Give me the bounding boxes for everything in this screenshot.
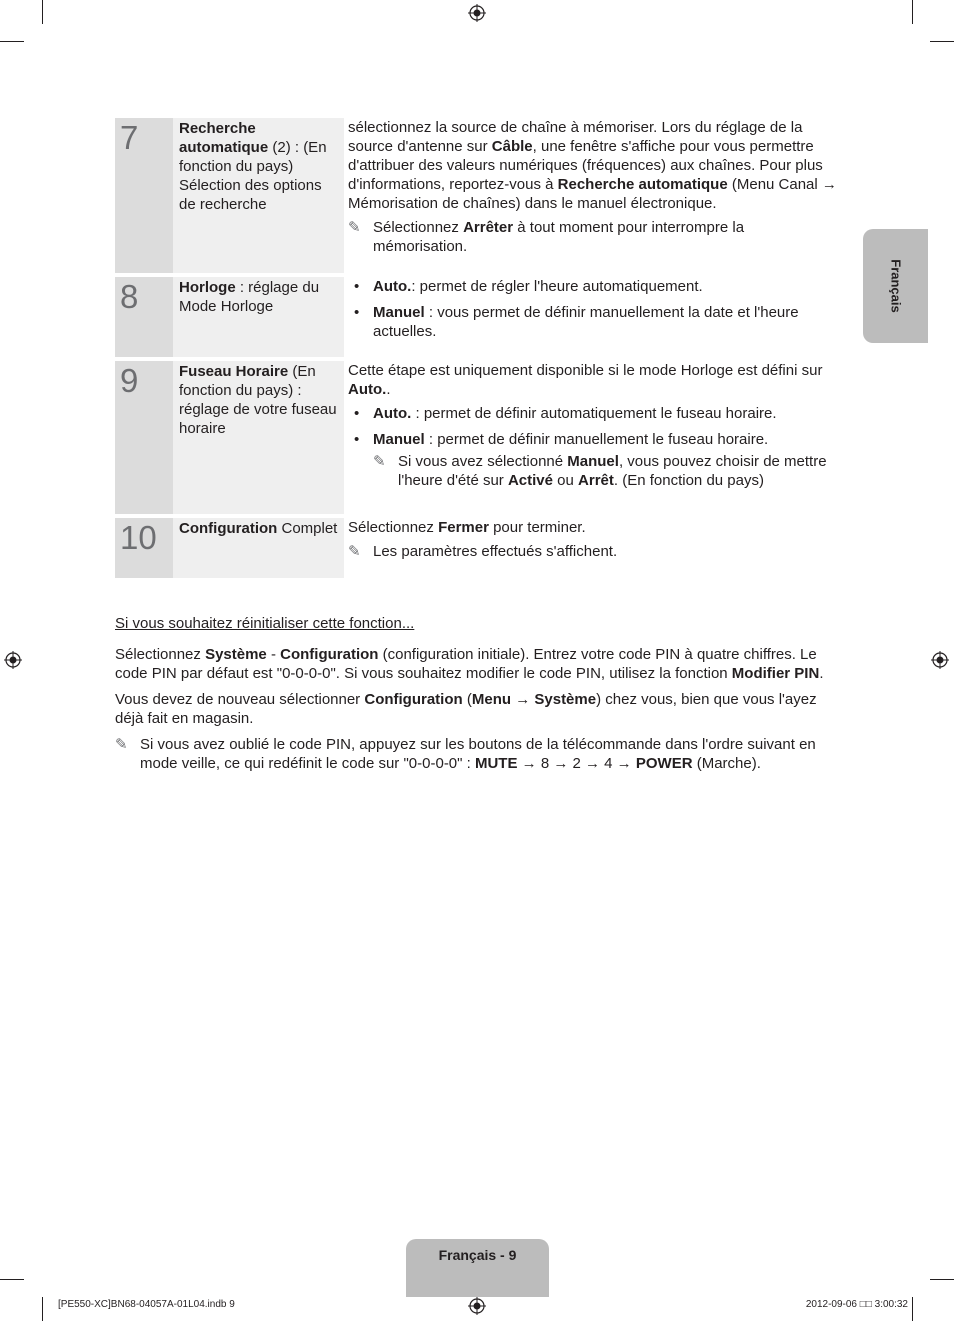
bullet-dot-icon: •: [354, 304, 360, 321]
step-number: 7: [115, 118, 173, 273]
step-row: [115, 518, 840, 578]
crop-mark: [930, 1279, 954, 1280]
bullet-text: Auto.: permet de régler l'heure automatiquement.: [373, 278, 703, 295]
reset-paragraph: Sélectionnez Système - Configuration (configuration initiale). Entrez votre code PIN à quatre chiffres. Le code PIN par défaut est "0-0-0-0". Si vous souhaitez modifier le code PIN, utilisez la fonction Modifier PIN.: [115, 646, 824, 682]
language-side-tab: [863, 229, 928, 343]
pencil-note-icon: ✎: [348, 219, 361, 236]
registration-mark-icon: [4, 651, 22, 669]
step-note: [348, 218, 840, 256]
crop-mark: [0, 1279, 24, 1280]
step-name: [173, 518, 344, 578]
step-name-bold: Horloge: [179, 279, 236, 296]
reset-note: [115, 735, 840, 773]
step-description: sélectionnez la source de chaîne à mémoriser. Lors du réglage de la source d'antenne sur Câble, une fenêtre s'affiche pour vous permettre d'attribuer des valeurs numériques (fréquences) aux chaînes. Pour plus d'informations, reportez-vous à Recherche automatique (Menu Canal → Mémorisation de chaînes) dans le manuel électronique.: [348, 119, 837, 212]
bullet-note-text: Si vous avez sélectionné Manuel, vous pouvez choisir de mettre l'heure d'été sur Activé ou Arrêt. (En fonction du pays): [398, 453, 827, 489]
steps-body: [115, 118, 840, 578]
step-description: Cette étape est uniquement disponible si le mode Horloge est défini sur Auto..: [348, 362, 823, 398]
page-number-label: Français - 9: [438, 1247, 517, 1263]
step-row: [115, 361, 840, 514]
crop-mark: [0, 41, 24, 42]
step-name-bold: Fuseau Horaire: [179, 363, 289, 380]
bullet-text: Manuel : permet de définir manuellement le fuseau horaire.: [373, 431, 769, 448]
bullet-text: Auto. : permet de définir automatiquement le fuseau horaire.: [373, 405, 777, 422]
pencil-note-icon: ✎: [115, 736, 128, 753]
step-row: [115, 277, 840, 357]
print-file-info: [PE550-XC]BN68-04057A-01L04.indb 9: [58, 1299, 235, 1310]
registration-mark-icon: [468, 1297, 486, 1315]
reset-note-text: Si vous avez oublié le code PIN, appuyez sur les boutons de la télécommande dans l'ordre suivant en mode veille, ce qui redéfinit le code sur "0-0-0-0" : MUTE → 8 → 2 → 4 → POWER (Marche).: [140, 736, 816, 772]
step-note-text: Les paramètres effectués s'affichent.: [373, 543, 618, 560]
bullet-note: [373, 452, 840, 490]
registration-mark-icon: [931, 651, 949, 669]
step-name-bold: Configuration: [179, 520, 278, 537]
step-bullet: [348, 404, 840, 423]
step-row: [115, 118, 840, 273]
step-content: [344, 118, 840, 273]
reset-section: [115, 614, 840, 776]
step-description: Sélectionnez Fermer pour terminer.: [348, 519, 586, 536]
step-number: 9: [115, 361, 173, 514]
crop-mark: [912, 1297, 913, 1321]
step-name-bold: Recherche automatique: [179, 120, 269, 156]
step-name-rest: (2) : (En fonction du pays) Sélection des options de recherche: [179, 139, 327, 213]
bullet-dot-icon: •: [354, 278, 360, 295]
bullet-dot-icon: •: [354, 431, 360, 448]
print-date-info: 2012-09-06 □□ 3:00:32: [805, 1299, 908, 1310]
bullet-text: Manuel : vous permet de définir manuellement la date et l'heure actuelles.: [373, 304, 799, 340]
step-name-rest: Complet: [277, 520, 338, 537]
reset-paragraph: Vous devez de nouveau sélectionner Configuration (Menu → Système) chez vous, bien que vous l'ayez déjà fait en magasin.: [115, 691, 817, 727]
step-content: [344, 277, 840, 357]
step-bullet: [348, 303, 840, 341]
step-note: [348, 542, 840, 561]
bullet-dot-icon: •: [354, 405, 360, 422]
pencil-note-icon: ✎: [348, 543, 361, 560]
registration-mark-icon: [468, 4, 486, 22]
step-content: [344, 361, 840, 514]
crop-mark: [42, 1297, 43, 1321]
language-side-tab-label: Français: [888, 259, 903, 313]
step-number: 8: [115, 277, 173, 357]
step-bullet: [348, 430, 840, 490]
reset-heading: Si vous souhaitez réinitialiser cette fonction...: [115, 615, 415, 632]
page-number-tab: [406, 1239, 549, 1297]
step-name: [173, 361, 344, 514]
step-note-text: Sélectionnez Arrêter à tout moment pour interrompre la mémorisation.: [373, 219, 745, 255]
pencil-note-icon: ✎: [373, 453, 386, 470]
crop-mark: [930, 41, 954, 42]
step-name: [173, 277, 344, 357]
crop-mark: [912, 0, 913, 24]
step-name-rest: (En fonction du pays) : réglage de votre fuseau horaire: [179, 363, 337, 437]
step-name-rest: : réglage du Mode Horloge: [179, 279, 320, 315]
step-bullet: [348, 277, 840, 296]
setup-steps-table: [115, 118, 840, 578]
step-name: [173, 118, 344, 273]
step-number: 10: [115, 518, 173, 578]
step-content: [344, 518, 840, 578]
crop-mark: [42, 0, 43, 24]
